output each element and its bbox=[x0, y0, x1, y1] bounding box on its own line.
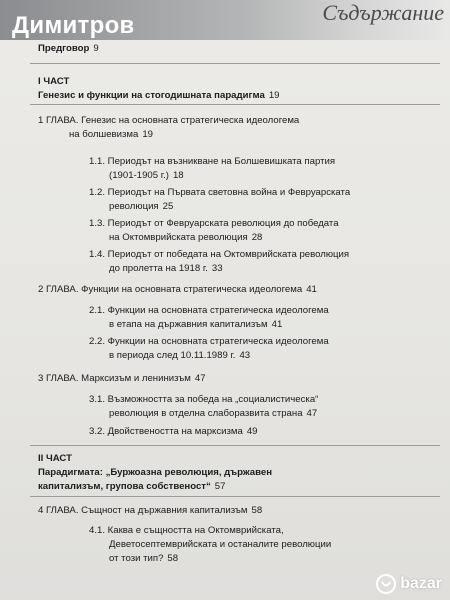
toc-entry-section-1-1 bbox=[89, 155, 430, 183]
page-number: 18 bbox=[172, 170, 184, 181]
entry-text: 2.1. Функции на основната стратегическа идеологема bbox=[89, 305, 329, 316]
entry-text: 3.2. Двойствеността на марксизма bbox=[89, 426, 243, 437]
entry-text: революция bbox=[109, 201, 159, 212]
page-number: 49 bbox=[246, 426, 258, 437]
page-number: 25 bbox=[162, 201, 174, 212]
entry-text: на болшевизма bbox=[69, 129, 139, 140]
toc-entry-chapter1 bbox=[38, 114, 430, 142]
entry-text: 1.2. Периодът на Първата световна война и Февруарската bbox=[89, 187, 351, 198]
entry-text: 2.2. Функции на основната стратегическа идеологема bbox=[89, 336, 329, 347]
toc-entry-section-1-4 bbox=[89, 248, 430, 276]
entry-text: 3 ГЛАВА. Марксизъм и ленинизъм bbox=[38, 373, 191, 384]
page-number: 19 bbox=[268, 90, 280, 101]
page-number: 47 bbox=[306, 408, 318, 419]
page-number: 57 bbox=[214, 481, 226, 492]
entry-text: от този тип? bbox=[109, 553, 164, 564]
divider bbox=[30, 63, 440, 64]
entry-text: 2 ГЛАВА. Функции на основната стратегическа идеологема bbox=[38, 284, 303, 295]
toc-entry-section-3-2 bbox=[89, 425, 430, 439]
divider bbox=[30, 445, 440, 446]
bazar-watermark bbox=[376, 574, 442, 594]
entry-text: в етапа на държавния капитализъм bbox=[109, 319, 268, 330]
entry-text: 4.1. Каква е същността на Октомврийската, bbox=[89, 525, 284, 536]
section-title: Съдържание bbox=[322, 0, 444, 25]
entry-text: Генезис и функции на стогодишната парадигма bbox=[38, 90, 265, 101]
page-number: 43 bbox=[239, 350, 251, 361]
entry-text: 1.4. Периодът от победата на Октомврийската революция bbox=[89, 249, 350, 260]
page-number: 47 bbox=[194, 373, 206, 384]
entry-text: Парадигмата: „Буржоазна революция, държавен bbox=[38, 467, 273, 478]
page-number: 33 bbox=[211, 263, 223, 274]
entry-text: Предговор bbox=[38, 43, 90, 54]
entry-text: 1.1. Периодът на възникване на Болшевишката партия bbox=[89, 156, 336, 167]
toc-entry-section-3-1 bbox=[89, 393, 430, 421]
bazar-wordmark: bazar bbox=[400, 575, 442, 592]
toc-entry-section-2-1 bbox=[89, 304, 430, 332]
toc-entry-preface bbox=[38, 42, 428, 56]
toc-entry-section-4-1 bbox=[89, 524, 430, 566]
toc-entry-part2 bbox=[38, 452, 430, 494]
part-label: II ЧАСТ bbox=[38, 453, 72, 464]
page-number: 41 bbox=[271, 319, 283, 330]
part-label: I ЧАСТ bbox=[38, 76, 70, 87]
divider bbox=[30, 104, 440, 105]
entry-text: в периода след 10.11.1989 г. bbox=[109, 350, 236, 361]
toc-entry-section-2-2 bbox=[89, 335, 430, 363]
page-number: 58 bbox=[167, 553, 179, 564]
bazar-logo-icon bbox=[376, 574, 396, 594]
page-number: 41 bbox=[306, 284, 317, 295]
toc-entry-chapter2 bbox=[38, 283, 430, 297]
page-number: 19 bbox=[142, 129, 154, 140]
entry-text: на Октомврийската революция bbox=[109, 232, 248, 243]
entry-text: 1.3. Периодът от Февруарската революция до победата bbox=[89, 218, 339, 229]
entry-text: 4 ГЛАВА. Същност на държавния капитализъм bbox=[38, 505, 248, 516]
toc-entry-section-1-2 bbox=[89, 186, 430, 214]
toc-entry-section-1-3 bbox=[89, 217, 430, 245]
page-number: 58 bbox=[251, 505, 263, 516]
entry-text: 1 ГЛАВА. Генезис на основната стратегическа идеологема bbox=[38, 115, 300, 126]
entry-text: Деветосептемврийската и останалите революции bbox=[109, 539, 332, 550]
divider bbox=[30, 496, 440, 497]
entry-text: (1901-1905 г.) bbox=[109, 170, 169, 181]
toc-entry-part1 bbox=[38, 75, 430, 103]
page-number: 28 bbox=[251, 232, 263, 243]
toc-entry-chapter3 bbox=[38, 372, 430, 386]
page-number: 9 bbox=[93, 43, 99, 54]
entry-text: до пролетта на 1918 г. bbox=[109, 263, 208, 274]
entry-text: 3.1. Възможността за победа на „социалистическа“ bbox=[89, 394, 319, 405]
seller-watermark: Димитров bbox=[12, 12, 135, 39]
entry-text: капитализъм, групова собственост“ bbox=[38, 481, 211, 492]
entry-text: революция в отделна слаборазвита страна bbox=[109, 408, 303, 419]
toc-entry-chapter4 bbox=[38, 504, 430, 518]
